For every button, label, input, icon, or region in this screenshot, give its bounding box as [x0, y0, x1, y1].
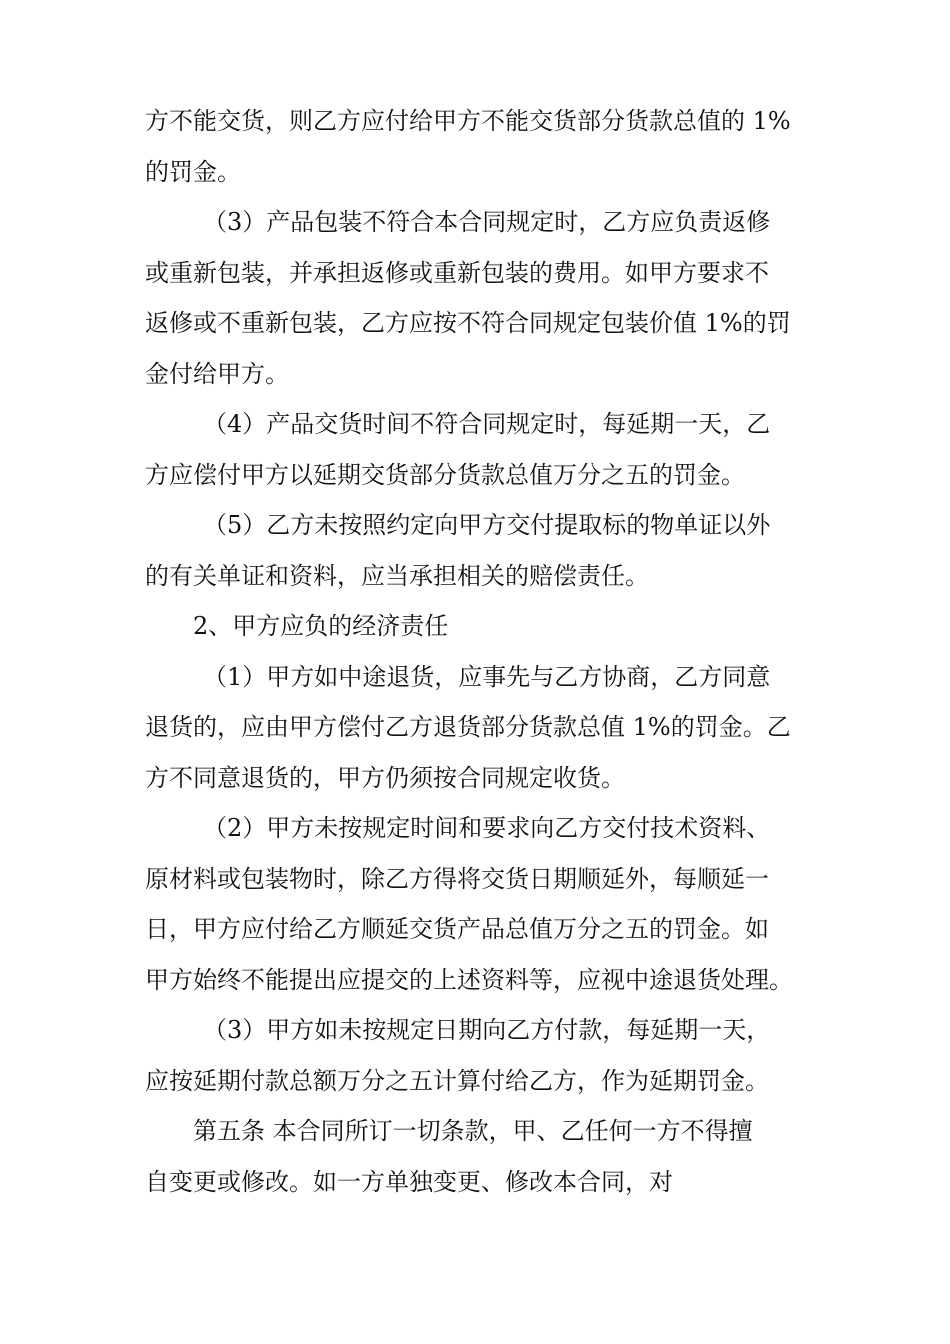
- text-line: 日，甲方应付给乙方顺延交货产品总值万分之五的罚金。如: [145, 915, 769, 943]
- text-line: （2）甲方未按规定时间和要求向乙方交付技术资料、: [203, 814, 771, 842]
- text-line: 方不能交货，则乙方应付给甲方不能交货部分货款总值的 1%: [145, 107, 791, 135]
- text-line: 原材料或包装物时，除乙方得将交货日期顺延外，每顺延一: [145, 864, 769, 893]
- article-heading-line: 第五条 本合同所订一切条款，甲、乙任何一方不得擅: [193, 1117, 753, 1145]
- text-line: （5）乙方未按照约定向甲方交付提取标的物单证以外: [203, 511, 771, 539]
- text-line: 方应偿付甲方以延期交货部分货款总值万分之五的罚金。: [145, 460, 745, 489]
- text-line: 方不同意退货的，甲方仍须按合同规定收货。: [145, 763, 625, 792]
- document-body: [145, 96, 815, 1207]
- text-line: 的有关单证和资料，应当承担相关的赔偿责任。: [145, 561, 649, 590]
- text-line: （3）产品包装不符合本合同规定时，乙方应负责返修: [203, 208, 771, 236]
- text-line: 应按延期付款总额万分之五计算付给乙方，作为延期罚金。: [145, 1066, 769, 1095]
- section-heading: 2、甲方应负的经济责任: [193, 612, 449, 640]
- text-line: （4）产品交货时间不符合同规定时，每延期一天，乙: [203, 410, 771, 438]
- text-line: 退货的，应由甲方偿付乙方退货部分货款总值 1%的罚金。乙: [145, 713, 791, 741]
- text-line: 返修或不重新包装，乙方应按不符合同规定包装价值 1%的罚: [145, 309, 791, 337]
- text-line: （1）甲方如中途退货，应事先与乙方协商，乙方同意: [203, 662, 771, 691]
- text-line: 的罚金。: [145, 157, 241, 186]
- text-line: 或重新包装，并承担返修或重新包装的费用。如甲方要求不: [145, 258, 769, 287]
- text-line: 自变更或修改。如一方单独变更、修改本合同，对: [145, 1167, 673, 1196]
- text-line: （3）甲方如未按规定日期向乙方付款，每延期一天，: [203, 1016, 771, 1044]
- text-line: 金付给甲方。: [145, 359, 289, 388]
- text-line: 甲方始终不能提出应提交的上述资料等，应视中途退货处理。: [145, 965, 793, 994]
